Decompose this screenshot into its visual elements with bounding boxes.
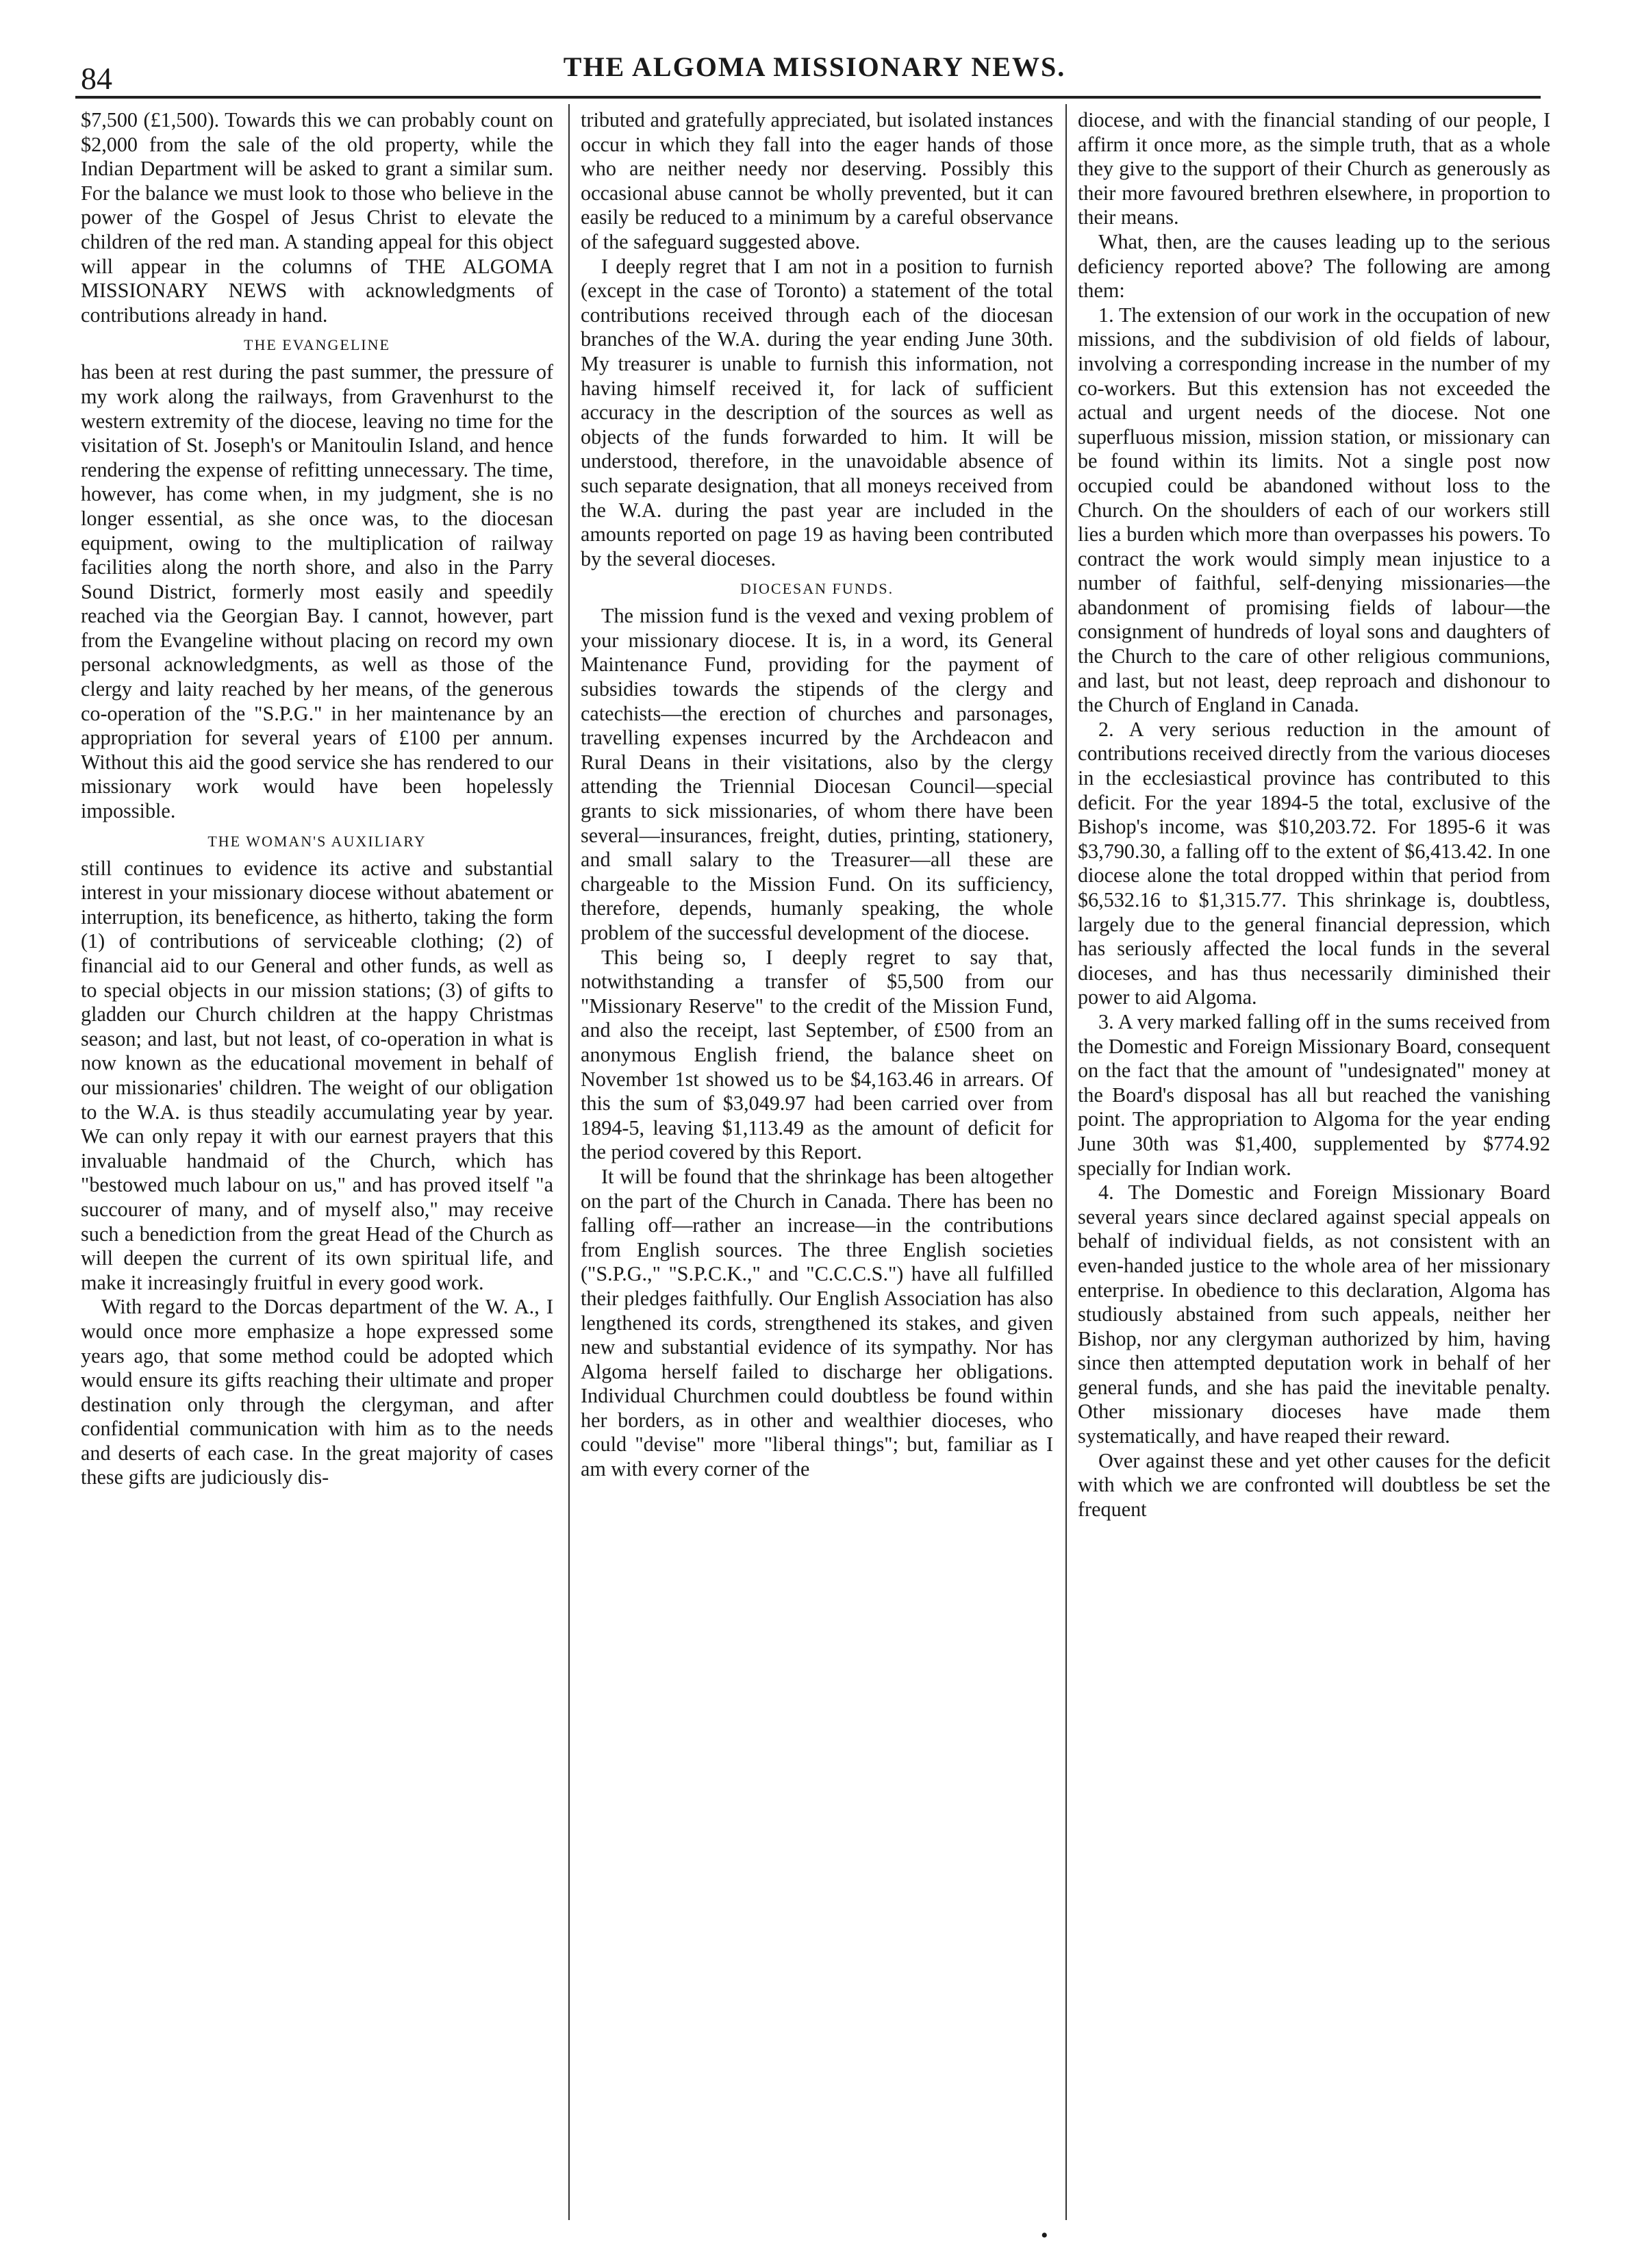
paragraph: 3. A very marked falling off in the sums received from the Domestic and Foreign Missionary Board, consequent on the fact that the amount of "undesignated" money at the Board's disposal has all but reached the vanishing point. The appropriation to Algoma for the year ending June 30th was $1,400, supplemented by $774.92 specially for Indian work. [1078,1009,1550,1180]
page-number: 84 [81,61,112,96]
paragraph: still continues to evidence its active and substantial interest in your missionary diocese without abatement or interruption, its beneficence, as hitherto, taking the form (1) of contributions of serviceable clothing; (2) of financial aid to our General and other funds, as well as to special objects in our mission stations; (3) of gifts to gladden our Church children at the happy Christmas season; and last, but not least, of co-operation in what is now known as the educational movement in behalf of our missionaries' children. The weight of our obligation to the W.A. is thus steadily accumulating year by year. We can only repay it with our earnest prayers that this invaluable handmaid of the Church, which has "bestowed much labour on us," and has proved itself "a succourer of many, and of myself also," may receive such a benediction from the great Head of the Church as will deepen the current of its own spiritual life, and make it increasingly fruitful in every good work. [81,856,553,1294]
paragraph: has been at rest during the past summer, the pressure of my work along the railways, from Gravenhurst to the western extremity of the diocese, leaving no time for the visitation of St. Joseph's or Manitoulin Island, and hence rendering the expense of refitting unnecessary. The time, however, has come when, in my judgment, she is no longer essential, as she once was, to the diocesan equipment, owing to the multiplication of railway facilities along the north shore, and also in the Parry Sound District, formerly most easily and speedily reached via the Georgian Bay. I cannot, however, part from the Evangeline without placing on record my own personal acknowledgments, as well as those of the clergy and laity reached by her means, of the generous co-operation of the "S.P.G." in her maintenance by an appropriation for several years of £100 per annum. Without this aid the good service she has rendered to our missionary work would have been hopelessly impossible. [81,360,553,823]
paragraph: tributed and gratefully appreciated, but isolated instances occur in which they fall into the eager hands of those who are neither needy nor deserving. Possibly this occasional abuse cannot be wholly prevented, but it can easily be reduced to a minimum by a careful observance of the safeguard suggested above. [581,108,1053,253]
text-column-3 [1078,108,1550,2217]
column-divider-left [568,104,570,2220]
paragraph: The mission fund is the vexed and vexing problem of your missionary diocese. It is, in a word, its General Maintenance Fund, providing for the payment of subsidies towards the stipends of the clergy and catechists—the erection of churches and parsonages, travelling expenses incurred by the Archdeacon and Rural Deans in their visitations, also by the clergy attending the Triennial Diocesan Council—special grants to sick missionaries, of whom there have been several—insurances, freight, duties, printing, stationery, and small salary to the Treasurer—all these are chargeable to the Mission Fund. On its sufficiency, therefore, depends, humanly speaking, the whole problem of the successful development of the diocese. [581,604,1053,944]
page-title: THE ALGOMA MISSIONARY NEWS. [563,51,1066,82]
paragraph: 2. A very serious reduction in the amount of contributions received directly from the various dioceses in the ecclesiastical province has contributed to this deficit. For the year 1894-5 the total, exclusive of the Bishop's income, was $10,203.72. For 1895-6 it was $3,790.30, a falling off to the extent of $6,413.42. In one diocese alone the total dropped within that period from $6,532.16 to $1,315.77. This shrinkage is, doubtless, largely due to the general financial depression, which has seriously affected the local funds in the several dioceses, and has thus necessarily diminished their power to aid Algoma. [1078,717,1550,1009]
paragraph: 4. The Domestic and Foreign Missionary Board several years since declared against special appeals on behalf of individual fields, as not consistent with an even-handed justice to the whole area of her missionary enterprise. In obedience to this declaration, Algoma has studiously abstained from such appeals, neither her Bishop, nor any clergyman authorized by him, having since then attempted deputation work in behalf of her general funds, and she has paid the inevitable penalty. Other missionary dioceses have made them systematically, and have reaped their reward. [1078,1181,1550,1448]
paragraph: $7,500 (£1,500). Towards this we can probably count on $2,000 from the sale of the old property, while the Indian Department will be asked to grant a similar sum. For the balance we must look to those who believe in the power of the Gospel of Jesus Christ to elevate the children of the red man. A standing appeal for this object will appear in the columns of THE ALGOMA MISSIONARY NEWS with acknowledgments of contributions already in hand. [81,108,553,327]
paragraph: With regard to the Dorcas department of the W. A., I would once more emphasize a hope expressed some years ago, that some method could be adopted which would ensure its gifts reaching their ultimate and proper destination only through the clergyman, and after confidential communication with him as to the needs and deserts of each case. In the great majority of cases these gifts are judiciously dis- [81,1295,553,1489]
paragraph: I deeply regret that I am not in a position to furnish (except in the case of Toronto) a statement of the total contributions received through each of the diocesan branches of the W.A. during the year ending June 30th. My treasurer is unable to furnish this information, not having himself received it, for lack of sufficient accuracy in the description of the sources as well as objects of the funds forwarded to him. It will be understood, therefore, in the unavoidable absence of such separate designation, that all moneys received from the W.A. during the past year are included in the amounts reported on page 19 as having been contributed by the several dioceses. [581,254,1053,570]
paragraph: This being so, I deeply regret to say that, notwithstanding a transfer of $5,500 from our "Missionary Reserve" to the credit of the Mission Fund, and also the receipt, last September, of £500 from an anonymous English friend, the balance sheet on November 1st showed us to be $4,163.46 in arrears. Of this the sum of $3,049.97 had been carried over from 1894-5, leaving $1,113.49 as the amount of deficit for the period covered by this Report. [581,945,1053,1164]
header-rule [75,96,1541,99]
paragraph: Over against these and yet other causes for the deficit with which we are confronted will doubtless be set the frequent [1078,1448,1550,1521]
paragraph: 1. The extension of our work in the occupation of new missions, and the subdivision of old fields of labour, involving a corresponding increase in the number of my co-workers. But this extension has not exceeded the actual and urgent needs of the diocese. Not one superfluous mission, mission station, or missionary can be found within its limits. Not a single post now occupied could be abandoned without loss to the Church. On the shoulders of each of our workers still lies a burden which more than overpasses his powers. To contract the work would simply mean injustice to a number of faithful, self-denying missionaries—the abandonment of promising fields of labour—the consignment of hundreds of loyal sons and daughters of the Church to the care of other religious communions, and last, but not least, deep reproach and dishonour to the Church of England in Canada. [1078,303,1550,717]
paragraph: It will be found that the shrinkage has been altogether on the part of the Church in Canada. There has been no falling off—rather an increase—in the contributions from English sources. The three English societies ("S.P.G.," "S.P.C.K.," and "C.C.C.S.") have all fulfilled their pledges faithfully. Our English Association has also lengthened its cords, strengthened its stakes, and given new and substantial evidence of its sympathy. Nor has Algoma herself failed to discharge her obligations. Individual Churchmen could doubtless be found within her borders, as in other and wealthier dioceses, who could "devise" more "liberal things"; but, familiar as I am with every corner of the [581,1164,1053,1481]
text-column-1 [81,108,553,2217]
paragraph: diocese, and with the financial standing of our people, I affirm it once more, as the simple truth, that as a whole they give to the support of their Church as generously as their more favoured brethren elsewhere, in proportion to their means. [1078,108,1550,229]
print-mark: • [1041,2224,1048,2247]
text-column-2 [581,108,1053,2217]
paragraph: What, then, are the causes leading up to the serious deficiency reported above? The following are among them: [1078,229,1550,303]
section-heading: THE WOMAN'S AUXILIARY [207,832,427,850]
section-heading: THE EVANGELINE [244,336,390,354]
column-divider-right [1065,104,1067,2220]
section-heading: DIOCESAN FUNDS. [740,580,894,598]
